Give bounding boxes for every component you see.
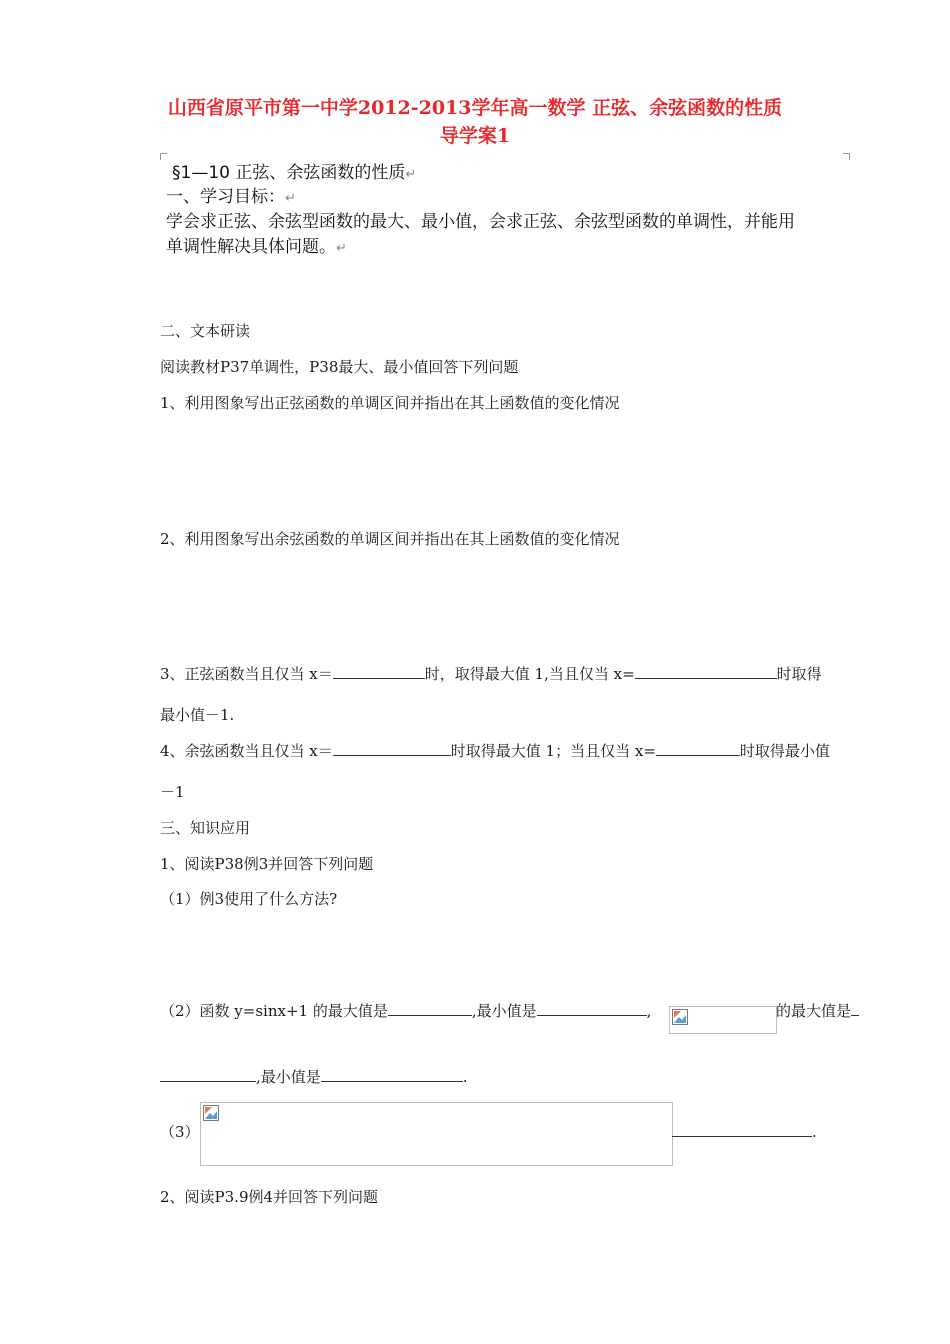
sub-question-2: （2）函数 y=sinx+1 的最大值是 ,最小值是 , xyxy=(160,1002,652,1020)
sub-question-1: （1）例3使用了什么方法? xyxy=(160,890,338,908)
answer-blank[interactable] xyxy=(656,740,740,756)
goal-text-line2: 单调性解决具体问题。↵ xyxy=(166,237,347,257)
document-title-line2: 导学案1 xyxy=(439,125,511,147)
formula-image-placeholder xyxy=(669,1006,777,1034)
question-4-cont: －1 xyxy=(160,783,185,801)
sub-question-3-answer: . xyxy=(672,1121,817,1141)
answer-blank[interactable] xyxy=(851,1000,859,1016)
question-1: 1、利用图象写出正弦函数的单调区间并指出在其上函数值的变化情况 xyxy=(160,394,620,412)
sub-question-3-label: （3） xyxy=(160,1123,200,1141)
answer-blank[interactable] xyxy=(672,1121,812,1137)
application-item-1: 1、阅读P38例3并回答下列问题 xyxy=(160,855,374,873)
section-heading: §1—10 正弦、余弦函数的性质↵ xyxy=(172,163,417,183)
section3-heading: 三、知识应用 xyxy=(160,819,251,837)
formula-image-placeholder-large xyxy=(200,1102,673,1166)
question-3-cont: 最小值－1. xyxy=(160,706,235,724)
answer-blank[interactable] xyxy=(333,740,451,756)
question-2: 2、利用图象写出余弦函数的单调区间并指出在其上函数值的变化情况 xyxy=(160,530,620,548)
broken-image-icon xyxy=(672,1009,688,1025)
broken-image-icon xyxy=(203,1105,219,1121)
answer-blank[interactable] xyxy=(388,1000,472,1016)
goal-text-line1: 学会求正弦、余弦型函数的最大、最小值，会求正弦、余弦型函数的单调性，并能用 xyxy=(166,212,795,232)
section2-intro: 阅读教材P37单调性，P38最大、最小值回答下列问题 xyxy=(160,358,519,376)
section2-heading: 二、文本研读 xyxy=(160,322,251,340)
margin-corner-left xyxy=(160,153,167,160)
answer-blank[interactable] xyxy=(160,1066,256,1082)
application-item-2: 2、阅读P3.9例4并回答下列问题 xyxy=(160,1188,379,1206)
document-title: 山西省原平市第一中学2012-2013学年高一数学 正弦、余弦函数的性质 xyxy=(167,97,783,119)
margin-corner-right xyxy=(843,153,850,160)
answer-blank[interactable] xyxy=(537,1000,647,1016)
goal-heading: 一、学习目标：↵ xyxy=(166,187,296,207)
answer-blank[interactable] xyxy=(635,663,777,679)
question-4: 4、余弦函数当且仅当 x＝ 时取得最大值 1；当且仅当 x= 时取得最小值 xyxy=(160,742,830,760)
answer-blank[interactable] xyxy=(333,663,425,679)
question-3: 3、正弦函数当且仅当 x＝ 时，取得最大值 1,当且仅当 x= 时取得 xyxy=(160,665,822,683)
answer-blank[interactable] xyxy=(321,1066,463,1082)
sub-question-2-cont: ,最小值是 . xyxy=(160,1066,468,1087)
sub-question-2-right: 的最大值是 xyxy=(776,1000,859,1021)
